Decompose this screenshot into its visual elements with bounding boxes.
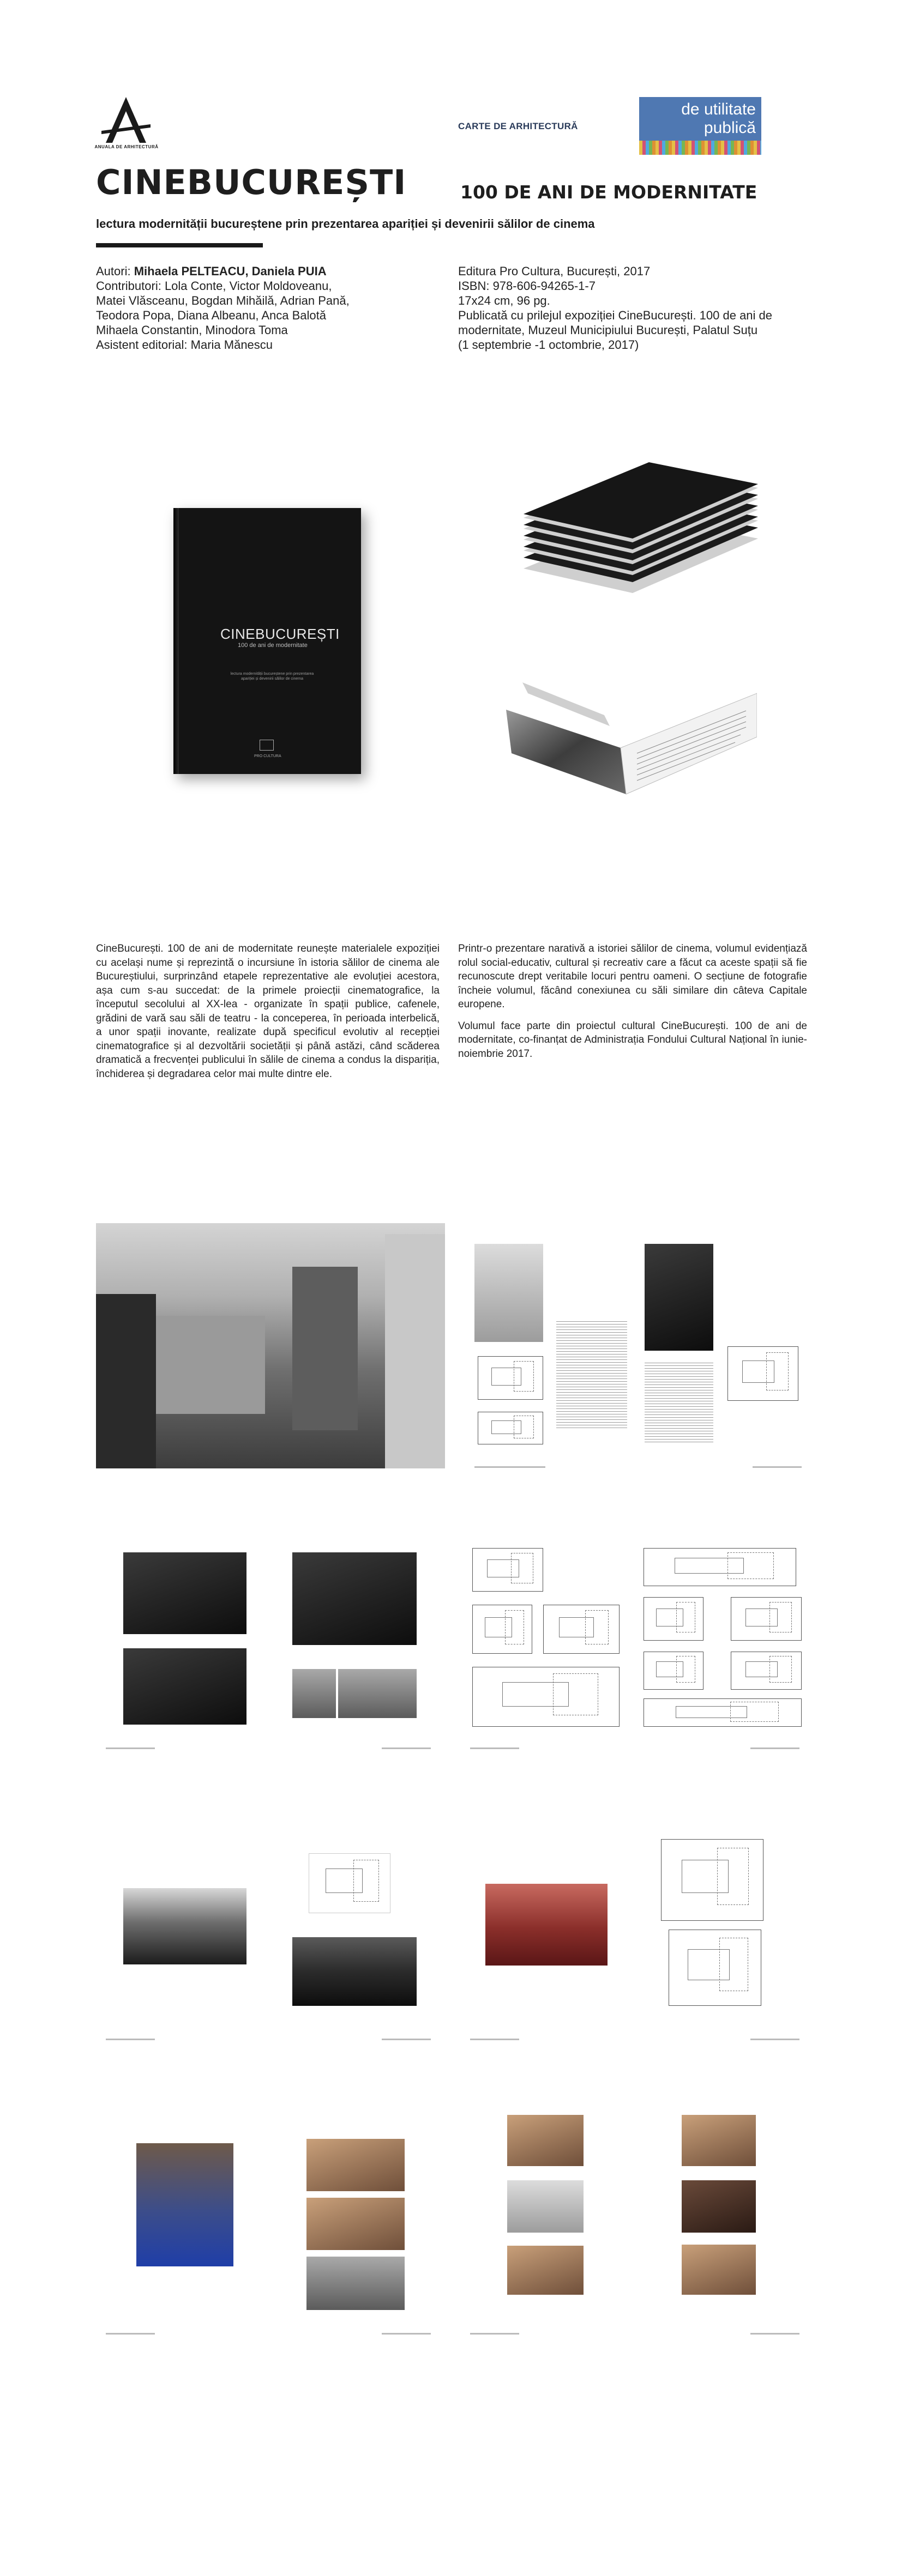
credit-line: Matei Vlăsceanu, Bogdan Mihăilă, Adrian Pană, bbox=[96, 294, 350, 307]
night-marquee-photo bbox=[123, 1648, 246, 1725]
publication-line: ISBN: 978-606-94265-1-7 bbox=[458, 279, 596, 293]
cover-subtitle: 100 de ani de modernitate bbox=[238, 642, 308, 649]
page-footer bbox=[106, 1747, 155, 1749]
floor-plan-drawing bbox=[543, 1605, 620, 1654]
cinema-exterior-photo bbox=[682, 2115, 756, 2166]
authors-label: Autori: bbox=[96, 264, 134, 278]
floor-plan-drawing bbox=[472, 1605, 532, 1654]
floor-plan-drawing bbox=[478, 1356, 543, 1400]
people-figures-icon bbox=[639, 141, 761, 155]
red-auditorium-photo bbox=[485, 1884, 608, 1966]
elevation-drawing bbox=[731, 1597, 802, 1641]
credits-authors bbox=[96, 264, 434, 352]
publication-line: modernitate, Muzeul Municipiului București, Palatul Suțu bbox=[458, 323, 758, 337]
page-footer bbox=[750, 2039, 799, 2040]
blue-seat-auditorium-photo bbox=[136, 2143, 233, 2266]
authors-line bbox=[96, 264, 434, 279]
book-title: CINEBUCUREȘTI bbox=[96, 162, 407, 202]
credit-line: Contributori: Lola Conte, Victor Moldoveanu, bbox=[96, 279, 332, 293]
page-footer bbox=[750, 2333, 799, 2335]
publisher-logo-icon bbox=[96, 93, 156, 153]
cinema-interior-photo bbox=[306, 2198, 405, 2250]
credits-publication bbox=[458, 264, 807, 352]
series-label: CARTE DE ARHITECTURĂ bbox=[458, 121, 578, 131]
book-cover-mockup bbox=[173, 508, 361, 774]
elevation-drawing bbox=[644, 1597, 703, 1641]
page-text bbox=[556, 1321, 627, 1430]
cinema-interior-photo bbox=[507, 2180, 584, 2233]
page-footer bbox=[750, 1747, 799, 1749]
badge-line-1: de utilitate bbox=[681, 100, 756, 118]
auditorium-screen-photo bbox=[292, 1937, 417, 2006]
book-spine bbox=[173, 508, 179, 774]
floor-plan-drawing bbox=[472, 1548, 543, 1592]
description-left bbox=[96, 942, 440, 1081]
cinema-interior-photo bbox=[507, 2246, 584, 2295]
credit-line: Mihaela Constantin, Minodora Toma bbox=[96, 323, 288, 337]
cinema-interior-photo bbox=[306, 2139, 405, 2191]
title-rule bbox=[96, 243, 263, 247]
cinema-street-photo bbox=[338, 1669, 417, 1718]
book-stack-mockup bbox=[507, 457, 758, 593]
page-footer bbox=[470, 1747, 519, 1749]
authors-names: Mihaela PELTEACU, Daniela PUIA bbox=[134, 264, 327, 278]
le-balzac-photo bbox=[682, 2245, 756, 2295]
elevation-drawing bbox=[644, 1652, 703, 1690]
page-footer bbox=[470, 2333, 519, 2335]
building-axonometric-drawing bbox=[309, 1853, 390, 1913]
building-section-drawing bbox=[661, 1839, 763, 1921]
page-footer bbox=[753, 1466, 802, 1468]
page-footer bbox=[470, 2039, 519, 2040]
section-drawing bbox=[727, 1346, 798, 1401]
elevation-drawing bbox=[731, 1652, 802, 1690]
building-section-drawing bbox=[669, 1930, 761, 2006]
description-paragraph: CineBucurești. 100 de ani de modernitate reunește materialele expoziției cu același nume și reprezintă o incursiune în istoria sălilor de cinema ale Bucureștiului, surprinzând etapele reprezentative ale evoluției acestora, așa cum s-au succedat: de la primele proiecții cinematografice, la începutul secolului al XX-lea - organizate în spații publice, cafenele, grădini de vară sau săli de teatru - la conceperea, în perioada interbelică, a unor spații inovante, realizate după specificul evolutiv al recepției cinematografice și al dezvoltării societății și până astăzi, când scăderea dramatică a frecvenței publicului în sălile de cinema a condus la dispariția, închiderea și degradarea celor mai multe dintre ele. bbox=[96, 943, 440, 1080]
page-footer bbox=[382, 2039, 431, 2040]
logo-text: ANUALA DE ARHITECTURĂ bbox=[94, 144, 159, 149]
page-footer bbox=[106, 2333, 155, 2335]
cover-title: CINEBUCUREȘTI bbox=[220, 626, 340, 642]
page-footer bbox=[382, 1747, 431, 1749]
street-photo bbox=[96, 1223, 445, 1468]
cinema-interior-photo bbox=[306, 2257, 405, 2310]
cover-blurb: lectura modernității bucureștene prin prezentarea apariției și devenirii sălilor de cinema bbox=[230, 672, 314, 681]
description-paragraph: Printr-o prezentare narativă a istoriei sălilor de cinema, volumul evidențiază rolul social-educativ, cultural și recreativ care a făcut ca aceste spații să fie recunoscute drept veritabile locuri pentru oameni. O secțiune de fotografie încheie volumul, făcând conexiunea cu săli similare din câteva Capitale europene. bbox=[458, 943, 807, 1010]
floor-plan-drawing bbox=[478, 1412, 543, 1444]
public-utility-badge bbox=[639, 97, 761, 155]
page-text bbox=[645, 1363, 713, 1444]
cinema-entrance-photo bbox=[292, 1552, 417, 1645]
description-right bbox=[458, 942, 807, 1061]
publication-line: 17x24 cm, 96 pg. bbox=[458, 294, 550, 307]
cinema-street-photo bbox=[292, 1669, 336, 1718]
publication-line: Editura Pro Cultura, București, 2017 bbox=[458, 264, 651, 278]
open-book-mockup bbox=[506, 661, 757, 797]
cinema-facade-photo bbox=[474, 1244, 543, 1342]
elevation-drawing bbox=[644, 1548, 796, 1586]
book-subtitle: 100 DE ANI DE MODERNITATE bbox=[460, 182, 757, 203]
publication-line: Publicată cu prilejul expoziției CineBucurești. 100 de ani de bbox=[458, 309, 773, 322]
description-paragraph: Volumul face parte din proiectul cultural CineBucurești. 100 de ani de modernitate, co-finanțat de Administrația Fondului Cultural Național în iunie-noiembrie 2017. bbox=[458, 1020, 807, 1060]
cinema-exterior-photo bbox=[507, 2115, 584, 2166]
auditorium-photo bbox=[123, 1888, 246, 1964]
page-footer bbox=[382, 2333, 431, 2335]
publication-line: (1 septembrie -1 octombrie, 2017) bbox=[458, 338, 639, 352]
neon-facade-photo bbox=[645, 1244, 713, 1351]
floor-plan-drawing bbox=[472, 1667, 620, 1727]
book-tagline: lectura modernității bucureștene prin prezentarea apariției și devenirii sălilor de cinema bbox=[96, 217, 595, 231]
credit-line: Teodora Popa, Diana Albeanu, Anca Balotă bbox=[96, 309, 326, 322]
night-marquee-photo bbox=[123, 1552, 246, 1634]
cinema-interior-photo bbox=[682, 2180, 756, 2233]
badge-line-2: publică bbox=[703, 119, 756, 137]
cover-publisher-mark-icon bbox=[260, 740, 274, 751]
credit-line: Asistent editorial: Maria Mănescu bbox=[96, 338, 273, 352]
cover-publisher: PRO CULTURA bbox=[254, 754, 281, 758]
page-footer bbox=[106, 2039, 155, 2040]
page-footer bbox=[474, 1466, 545, 1468]
elevation-drawing bbox=[644, 1698, 802, 1727]
